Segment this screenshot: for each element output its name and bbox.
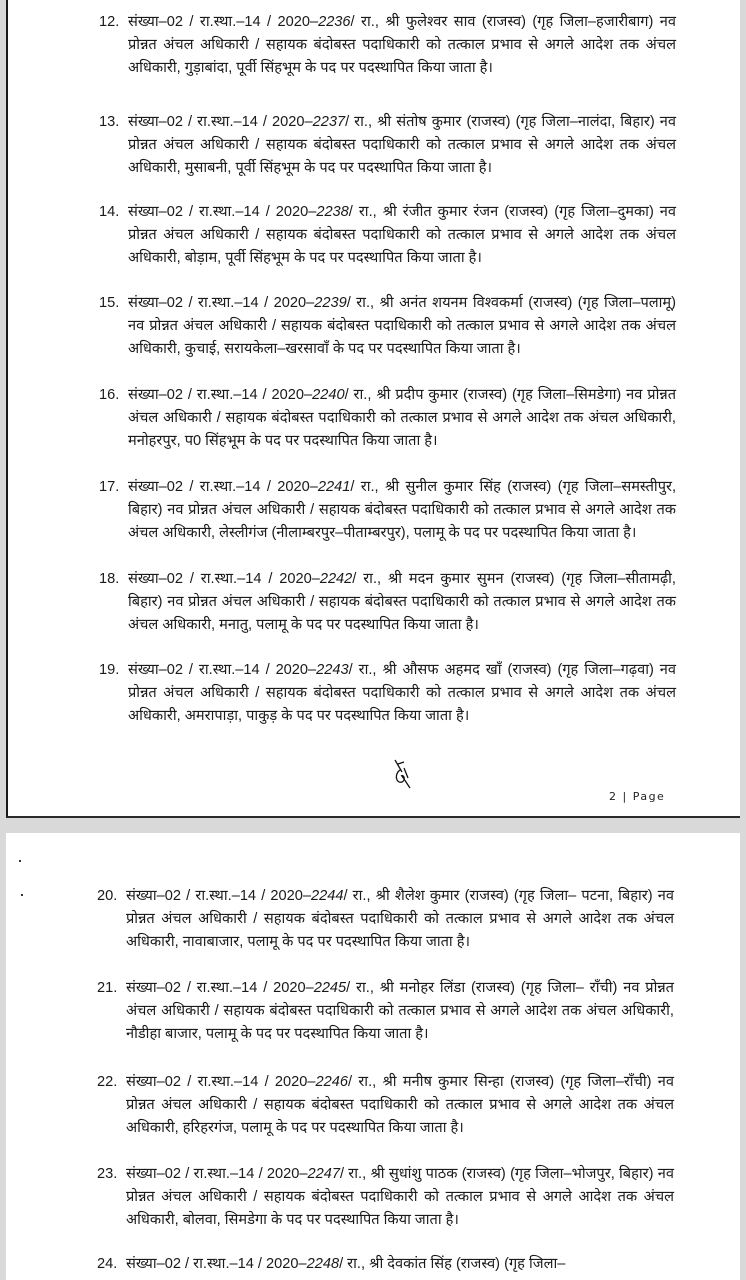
ref-number: 2236: [318, 14, 351, 30]
ref-suffix: / रा.,: [343, 888, 371, 904]
ref-number: 2240: [312, 387, 345, 403]
ref-suffix: / रा.,: [339, 1166, 367, 1182]
ref-prefix: संख्या–02 / रा.स्था.–14 / 2020–: [128, 295, 315, 311]
order-item-23: [97, 1163, 674, 1232]
ref-number: 2239: [314, 295, 347, 311]
item-text: श्री मनोहर लिंडा (राजस्व) (गृह जिला– राँची) नव प्रोन्नत अंचल अधिकारी / सहायक बंदोबस्त पदाधिकारी को तत्काल प्रभाव से अगले आदेश तक अंचल अधिकारी, नौडीहा बाजार, पलामू के पद पर पदस्थापित किया जाता है।: [126, 980, 675, 1042]
item-number: 12.: [99, 14, 120, 30]
ref-number: 2246: [315, 1074, 348, 1090]
ref-prefix: संख्या–02 / रा.स्था.–14 / 2020–: [128, 387, 313, 403]
ref-prefix: संख्या–02 / रा.स्था.–14 / 2020–: [126, 1256, 307, 1272]
ref-prefix: संख्या–02 / रा.स्था.–14 / 2020–: [126, 980, 314, 996]
order-item-17: [99, 476, 677, 545]
order-item-15: [99, 292, 676, 361]
ref-prefix: संख्या–02 / रा.स्था.–14 / 2020–: [128, 14, 319, 30]
order-item-22: [97, 1071, 674, 1140]
ref-number: 2238: [316, 204, 349, 220]
ref-suffix: / रा.,: [346, 295, 375, 311]
ref-prefix: संख्या–02 / रा.स्था.–14 / 2020–: [128, 204, 317, 220]
item-text: श्री अनंत शयनम विश्वकर्मा (राजस्व) (गृह जिला–पलामू) नव प्रोन्नत अंचल अधिकारी / सहायक बंदोबस्त पदाधिकारी को तत्काल प्रभाव से अगले आदेश तक अंचल अधिकारी, कुचाई, सरायकेला–खरसावाँ के पद पर पदस्थापित किया जाता है।: [128, 295, 676, 357]
ref-suffix: / रा.,: [345, 114, 373, 130]
order-item-20: [97, 885, 674, 954]
order-item-19: [99, 659, 676, 728]
item-text: श्री सुधांशु पाठक (राजस्व) (गृह जिला–भोजपुर, बिहार) नव प्रोन्नत अंचल अधिकारी / सहायक बंदोबस्त पदाधिकारी को तत्काल प्रभाव से अगले आदेश तक अंचल अधिकारी, बोलवा, सिमडेगा के पद पर पदस्थापित किया जाता है।: [126, 1166, 674, 1228]
ref-number: 2243: [316, 662, 349, 678]
item-number: 15.: [99, 295, 120, 311]
item-text: श्री औसफ अहमद खाँ (राजस्व) (गृह जिला–गढ़वा) नव प्रोन्नत अंचल अधिकारी / सहायक बंदोबस्त पदाधिकारी को तत्काल प्रभाव से अगले आदेश तक अंचल अधिकारी, अमरापाड़ा, पाकुड़ के पद पर पदस्थापित किया जाता है।: [128, 662, 676, 724]
item-number: 19.: [99, 662, 120, 678]
ref-suffix: / रा.,: [350, 14, 379, 30]
ref-prefix: संख्या–02 / रा.स्था.–14 / 2020–: [126, 1074, 316, 1090]
scan-speck: [19, 860, 21, 862]
item-number: 17.: [99, 479, 120, 495]
scan-speck: [21, 894, 23, 896]
ref-number: 2237: [312, 114, 346, 130]
item-number: 22.: [97, 1074, 118, 1090]
order-item-18: [99, 568, 676, 637]
item-text: श्री मदन कुमार सुमन (राजस्व) (गृह जिला–सीतामढ़ी, बिहार) नव प्रोन्नत अंचल अधिकारी / सहायक बंदोबस्त पदाधिकारी को तत्काल प्रभाव से अगले आदेश तक अंचल अधिकारी, मनातु, पलामू के पद पर पदस्थापित किया जाता है।: [128, 571, 676, 633]
ref-number: 2241: [317, 479, 351, 495]
ref-suffix: / रा.,: [350, 479, 379, 495]
ref-number: 2244: [310, 888, 344, 904]
item-number: 14.: [99, 204, 120, 220]
ref-suffix: / रा.,: [348, 662, 377, 678]
order-item-24: [97, 1253, 674, 1276]
ref-prefix: संख्या–02 / रा.स्था.–14 / 2020–: [128, 114, 313, 130]
item-number: 23.: [97, 1166, 118, 1182]
ref-suffix: / रा.,: [348, 204, 377, 220]
signature: [392, 758, 418, 794]
ref-prefix: संख्या–02 / रा.स्था.–14 / 2020–: [128, 571, 320, 587]
item-text: श्री फुलेश्वर साव (राजस्व) (गृह जिला–हजारीबाग) नव प्रोन्नत अंचल अधिकारी / सहायक बंदोबस्त पदाधिकारी को तत्काल प्रभाव से अगले आदेश तक अंचल अधिकारी, गुड़ाबांदा, पूर्वी सिंहभूम के पद पर पदस्थापित किया जाता है।: [128, 14, 676, 76]
ref-suffix: / रा.,: [352, 571, 382, 587]
ref-prefix: संख्या–02 / रा.स्था.–14 / 2020–: [128, 479, 318, 495]
ref-number: 2247: [307, 1166, 340, 1182]
item-text: श्री संतोष कुमार (राजस्व) (गृह जिला–नालंदा, बिहार) नव प्रोन्नत अंचल अधिकारी / सहायक बंदोबस्त पदाधिकारी को तत्काल प्रभाव से अगले आदेश तक अंचल अधिकारी, मुसाबनी, पूर्वी सिंहभूम के पद पर पदस्थापित किया जाता है।: [128, 114, 677, 176]
document-page-3: [6, 833, 740, 1280]
item-number: 21.: [97, 980, 118, 996]
ref-number: 2242: [319, 571, 353, 587]
order-item-16: [99, 384, 677, 453]
ref-suffix: / रा.,: [344, 387, 372, 403]
item-number: 16.: [99, 387, 120, 403]
order-item-12: [99, 11, 676, 80]
ref-number: 2248: [306, 1256, 340, 1272]
item-number: 20.: [97, 888, 118, 904]
item-number: 24.: [97, 1256, 118, 1272]
item-text: श्री रंजीत कुमार रंजन (राजस्व) (गृह जिला–दुमका) नव प्रोन्नत अंचल अधिकारी / सहायक बंदोबस्त पदाधिकारी को तत्काल प्रभाव से अगले आदेश तक अंचल अधिकारी, बोड़ाम, पूर्वी सिंहभूम के पद पर पदस्थापित किया जाता है।: [128, 204, 677, 266]
item-text: श्री शैलेश कुमार (राजस्व) (गृह जिला– पटना, बिहार) नव प्रोन्नत अंचल अधिकारी / सहायक बंदोबस्त पदाधिकारी को तत्काल प्रभाव से अगले आदेश तक अंचल अधिकारी, नावाबाजार, पलामू के पद पर पदस्थापित किया जाता है।: [126, 888, 674, 950]
ref-prefix: संख्या–02 / रा.स्था.–14 / 2020–: [126, 888, 311, 904]
item-text: श्री मनीष कुमार सिन्हा (राजस्व) (गृह जिला–राँची) नव प्रोन्नत अंचल अधिकारी / सहायक बंदोबस्त पदाधिकारी को तत्काल प्रभाव से अगले आदेश तक अंचल अधिकारी, हरिहरगंज, पलामू के पद पर पदस्थापित किया जाता है।: [126, 1074, 674, 1136]
ref-suffix: / रा.,: [347, 1074, 377, 1090]
item-text: श्री सुनील कुमार सिंह (राजस्व) (गृह जिला–समस्तीपुर, बिहार) नव प्रोन्नत अंचल अधिकारी / सहायक बंदोबस्त पदाधिकारी को तत्काल प्रभाव से अगले आदेश तक अंचल अधिकारी, लेस्लीगंज (नीलाम्बरपुर–पीताम्बरपुर), पलामू के पद पर पदस्थापित किया जाता है।: [128, 479, 677, 541]
ref-prefix: संख्या–02 / रा.स्था.–14 / 2020–: [128, 662, 317, 678]
order-item-21: [97, 977, 675, 1046]
page-footer: 2 | Page: [609, 790, 666, 803]
item-number: 13.: [99, 114, 120, 130]
ref-suffix: / रा.,: [346, 980, 374, 996]
ref-prefix: संख्या–02 / रा.स्था.–14 / 2020–: [126, 1166, 308, 1182]
ref-suffix: / रा.,: [339, 1256, 366, 1272]
order-item-13: [99, 111, 677, 180]
ref-number: 2245: [313, 980, 347, 996]
item-text: श्री प्रदीप कुमार (राजस्व) (गृह जिला–सिमडेगा) नव प्रोन्नत अंचल अधिकारी / सहायक बंदोबस्त पदाधिकारी को तत्काल प्रभाव से अगले आदेश तक अंचल अधिकारी, मनोहरपुर, प0 सिंहभूम के पद पर पदस्थापित किया जाता है।: [128, 387, 677, 449]
document-page-2: [6, 0, 740, 818]
order-item-14: [99, 201, 677, 270]
item-number: 18.: [99, 571, 120, 587]
item-text: श्री देवकांत सिंह (राजस्व) (गृह जिला–: [369, 1256, 566, 1272]
